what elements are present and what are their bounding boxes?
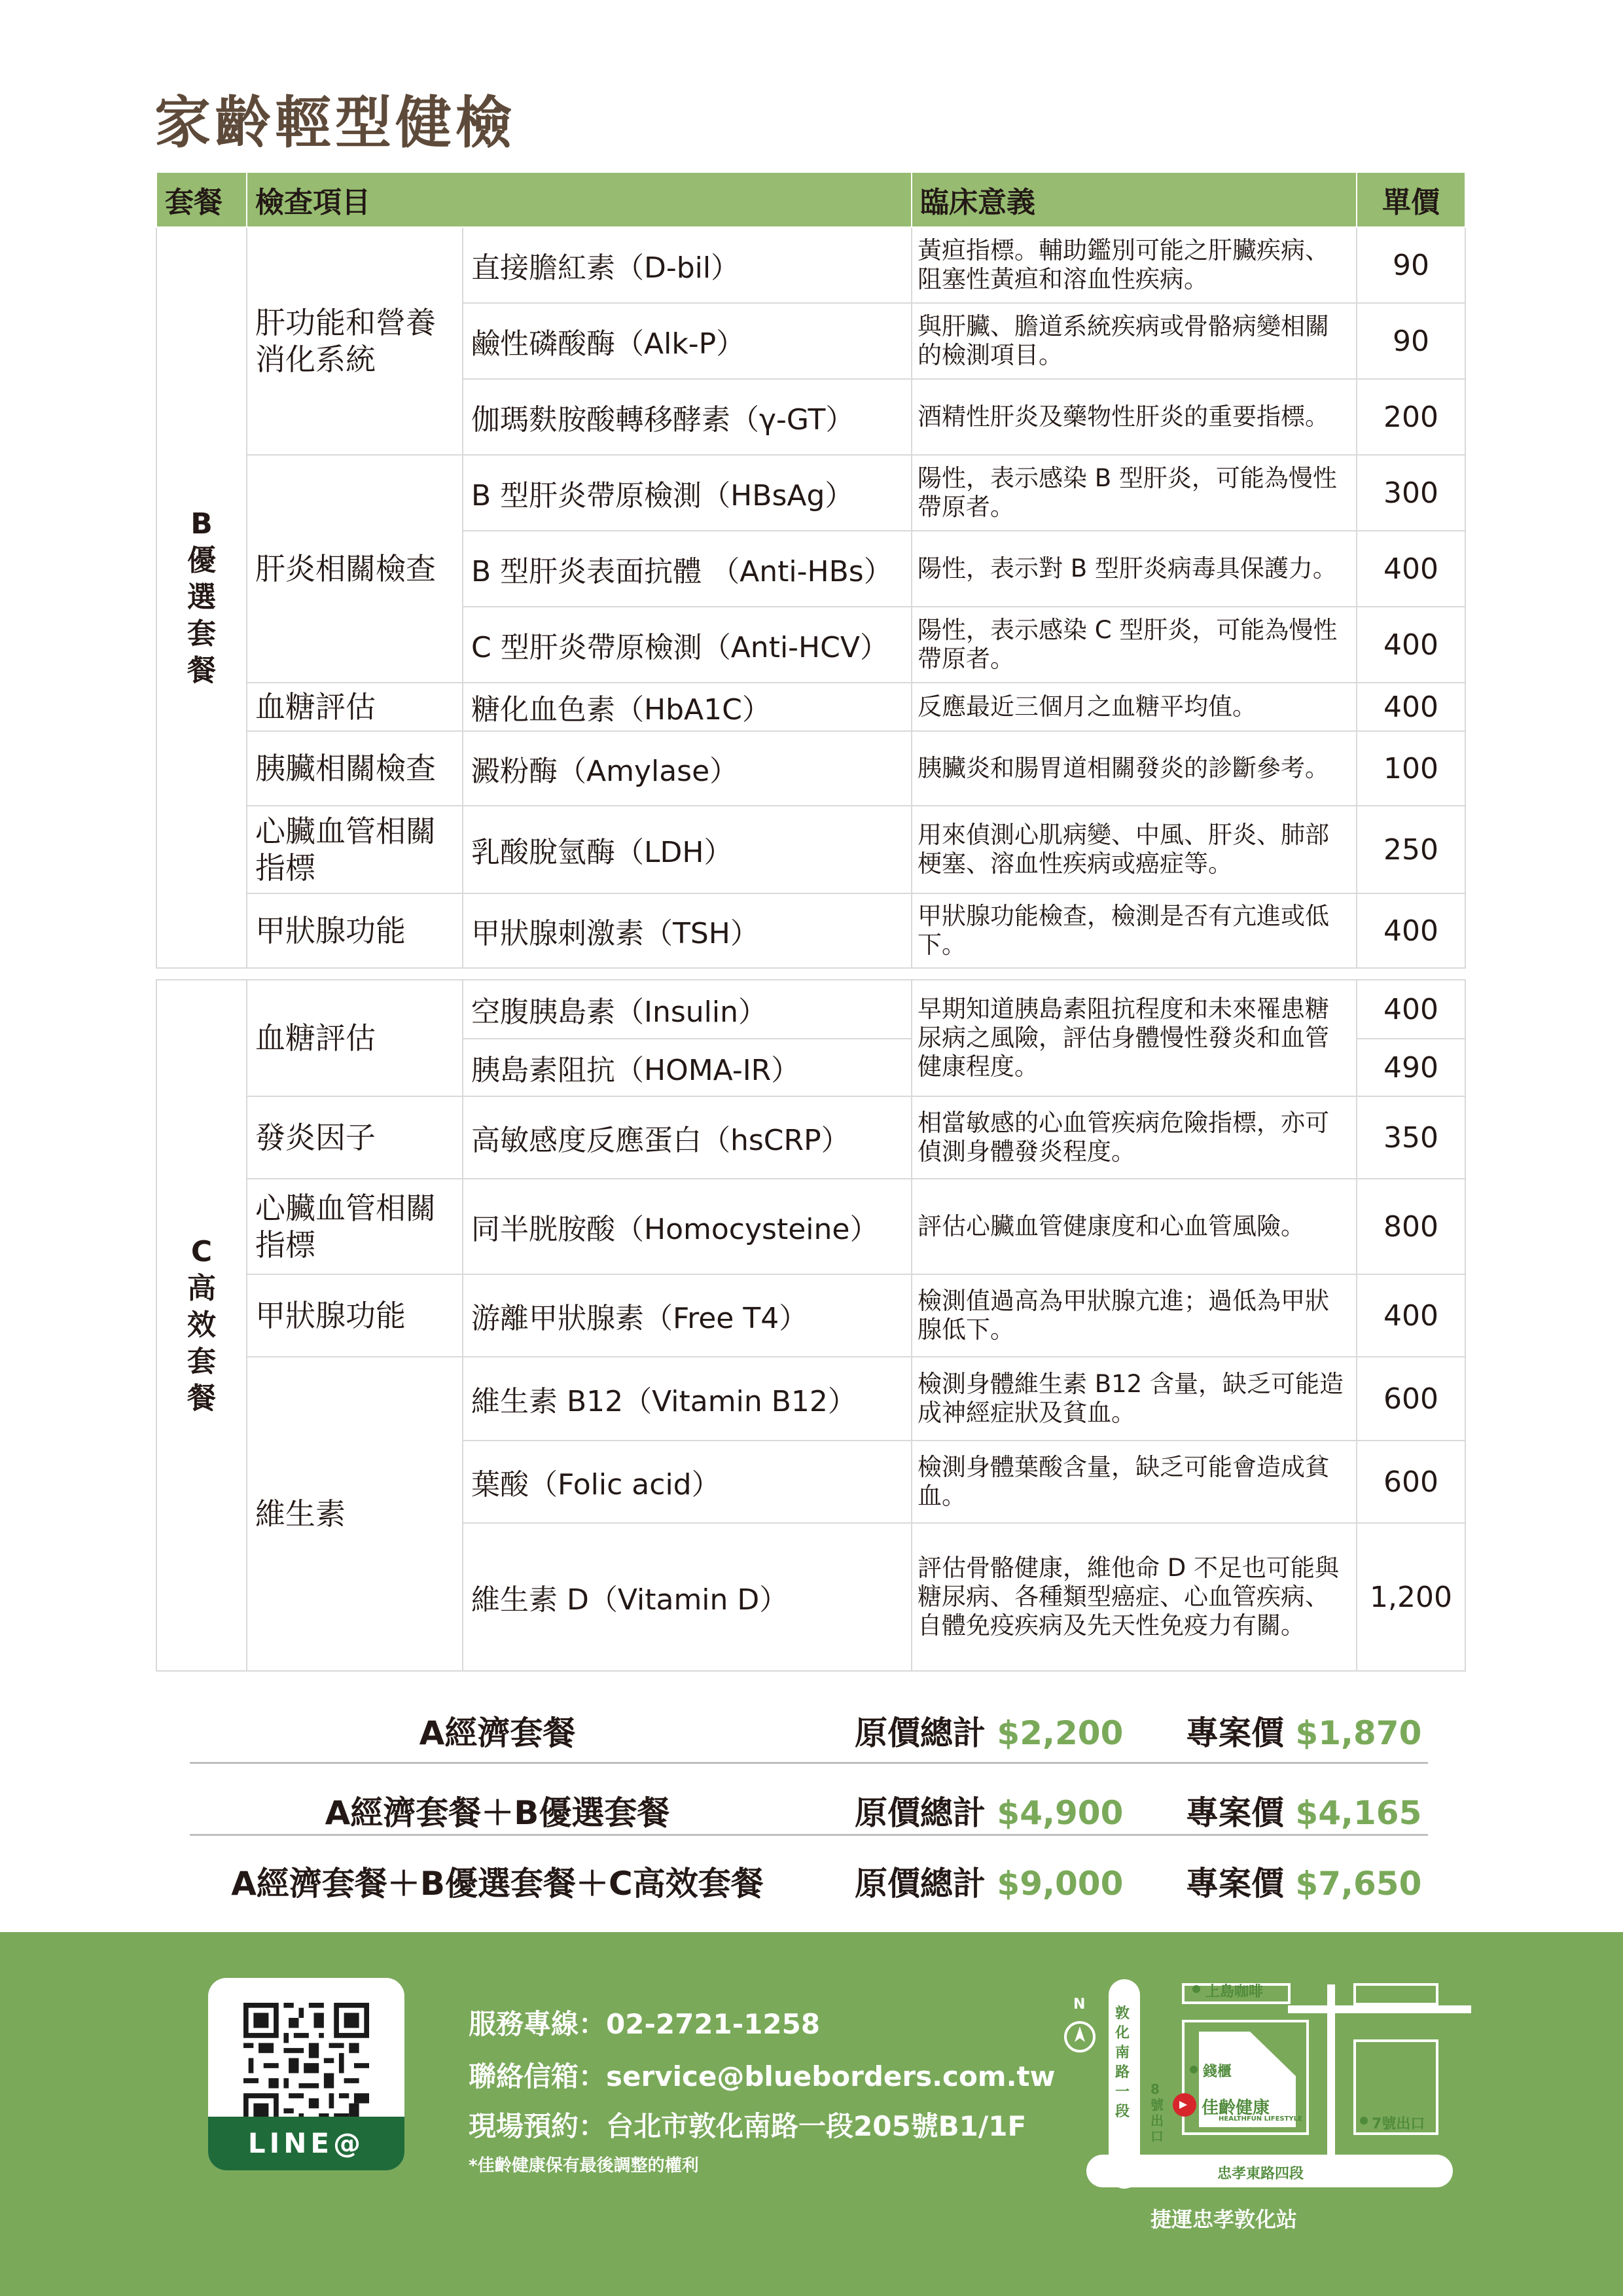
- special-price: [1186, 1707, 1421, 1754]
- package-char: 選: [187, 581, 216, 614]
- header-price: 單價: [1357, 172, 1465, 227]
- category-cell: 肝功能和營養消化系統: [247, 227, 463, 455]
- meaning-cell: 反應最近三個月之血糖平均值。: [912, 683, 1357, 731]
- table-row: [156, 731, 1465, 806]
- meaning-cell: 酒精性肝炎及藥物性肝炎的重要指標。: [912, 379, 1357, 455]
- meaning-cell: 陽性，表示對 B 型肝炎病毒具保護力。: [912, 531, 1357, 607]
- table-row: [156, 1096, 1465, 1179]
- price-cell: 600: [1357, 1357, 1465, 1441]
- special-price: [1186, 1787, 1421, 1834]
- email-line[interactable]: 聯絡信箱：service@blueborders.com.tw: [469, 2060, 1056, 2092]
- category-cell: 心臟血管相關指標: [247, 806, 463, 893]
- package-char: 餐: [187, 1382, 216, 1415]
- table-row: [156, 683, 1465, 731]
- table-row: [156, 893, 1465, 968]
- map-brand-sub: HEALTHFUN LIFESTYLE: [1219, 2115, 1302, 2123]
- meaning-cell: 甲狀腺功能檢查，檢測是否有亢進或低下。: [912, 893, 1357, 968]
- price-cell: 200: [1357, 379, 1465, 455]
- special-price: [1186, 1857, 1421, 1905]
- summary-row: [190, 1839, 1428, 1910]
- package-letter: C: [190, 1235, 213, 1268]
- category-cell: 甲狀腺功能: [247, 893, 463, 968]
- item-cell: 乳酸脫氫酶（LDH）: [463, 806, 912, 893]
- item-cell: 澱粉酶（Amylase）: [463, 731, 912, 806]
- meaning-cell: 陽性，表示感染 B 型肝炎，可能為慢性帶原者。: [912, 455, 1357, 531]
- item-cell: 葉酸（Folic acid）: [463, 1441, 912, 1523]
- price-cell: 250: [1357, 806, 1465, 893]
- price-cell: 600: [1357, 1441, 1465, 1523]
- meaning-cell: 與肝臟、膽道系統疾病或骨骼病變相關的檢測項目。: [912, 303, 1357, 379]
- original-price-value: $4,900: [997, 1794, 1124, 1832]
- package-letter: B: [190, 507, 213, 541]
- map-road-horizontal: 忠孝東路四段: [1217, 2166, 1304, 2182]
- summary-row: [190, 1768, 1428, 1839]
- price-cell: 400: [1357, 531, 1465, 607]
- package-c-table: [156, 979, 1466, 1672]
- price-cell: 400: [1357, 607, 1465, 683]
- special-price-value: $1,870: [1295, 1714, 1422, 1752]
- price-cell: 100: [1357, 731, 1465, 806]
- category-cell: 血糖評估: [247, 980, 463, 1096]
- price-cell: 400: [1357, 1274, 1465, 1357]
- item-cell: 胰島素阻抗（HOMA-IR）: [463, 1039, 912, 1096]
- header-item: 檢查項目: [247, 172, 912, 227]
- header-meaning: 臨床意義: [912, 172, 1357, 227]
- location-map: [1047, 1965, 1479, 2272]
- special-price-label: 專案價: [1186, 1794, 1284, 1832]
- map-cafe: 上島咖啡: [1205, 1984, 1264, 2000]
- original-price-label: 原價總計: [855, 1794, 986, 1832]
- category-cell: 心臟血管相關指標: [247, 1179, 463, 1274]
- summary-package-name: A經濟套餐＋B優選套餐: [325, 1794, 670, 1832]
- page-title: 家齡輕型健檢: [154, 90, 516, 156]
- meaning-cell: 陽性，表示感染 C 型肝炎，可能為慢性帶原者。: [912, 607, 1357, 683]
- price-cell: 300: [1357, 455, 1465, 531]
- meaning-cell: 檢測值過高為甲狀腺亢進；過低為甲狀腺低下。: [912, 1274, 1357, 1357]
- item-cell: B 型肝炎表面抗體 （Anti-HBs）: [463, 531, 912, 607]
- item-cell: 游離甲狀腺素（Free T4）: [463, 1274, 912, 1357]
- table-row: [156, 806, 1465, 893]
- special-price-label: 專案價: [1186, 1714, 1284, 1752]
- category-cell: 發炎因子: [247, 1096, 463, 1179]
- package-char: 優: [187, 544, 216, 577]
- meaning-cell: 評估心臟血管健康度和心血管風險。: [912, 1179, 1357, 1274]
- meaning-cell: 早期知道胰島素阻抗程度和未來罹患糖尿病之風險，評估身體慢性發炎和血管健康程度。: [912, 980, 1357, 1096]
- meaning-cell: 檢測身體葉酸含量，缺乏可能會造成貧血。: [912, 1441, 1357, 1523]
- table-row: [156, 1357, 1465, 1441]
- meaning-cell: 用來偵測心肌病變、中風、肝炎、肺部梗塞、溶血性疾病或癌症等。: [912, 806, 1357, 893]
- meaning-cell: 評估骨骼健康，維他命 D 不足也可能與糖尿病、各種類型癌症、心血管疾病、自體免疫疾病及先天性免疫力有關。: [912, 1523, 1357, 1671]
- category-cell: 肝炎相關檢查: [247, 455, 463, 683]
- footer: [0, 1932, 1623, 2296]
- item-cell: 甲狀腺刺激素（TSH）: [463, 893, 912, 968]
- item-cell: 同半胱胺酸（Homocysteine）: [463, 1179, 912, 1274]
- map-money: 錢櫃: [1203, 2064, 1232, 2080]
- item-cell: 直接膽紅素（D-bil）: [463, 227, 912, 303]
- summary-package-name: A經濟套餐: [419, 1714, 576, 1752]
- price-cell: 400: [1357, 980, 1465, 1039]
- map-brand: 佳齡健康: [1202, 2098, 1270, 2118]
- price-cell: 90: [1357, 303, 1465, 379]
- item-cell: 鹼性磷酸酶（Alk-P）: [463, 303, 912, 379]
- package-b-table: [156, 171, 1466, 969]
- original-price: [855, 1787, 1123, 1834]
- package-char: 套: [187, 617, 216, 651]
- map-exit-8: 8號出口: [1150, 2081, 1164, 2144]
- meaning-cell: 檢測身體維生素 B12 含量，缺乏可能造成神經症狀及貧血。: [912, 1357, 1357, 1441]
- table-row: [156, 1274, 1465, 1357]
- original-price-value: $2,200: [997, 1714, 1124, 1752]
- meaning-cell: 黃疸指標。輔助鑑別可能之肝臟疾病、阻塞性黃疸和溶血性疾病。: [912, 227, 1357, 303]
- phone-line[interactable]: 服務專線：02-2721-1258: [469, 2008, 821, 2040]
- item-cell: 伽瑪麩胺酸轉移酵素（γ-GT）: [463, 379, 912, 455]
- price-cell: 1,200: [1357, 1523, 1465, 1671]
- category-cell: 胰臟相關檢查: [247, 731, 463, 806]
- package-char: 套: [187, 1345, 216, 1378]
- summary-package-name: A經濟套餐＋B優選套餐＋C高效套餐: [231, 1865, 764, 1903]
- item-cell: 維生素 B12（Vitamin B12）: [463, 1357, 912, 1441]
- item-cell: 糖化血色素（HbA1C）: [463, 683, 912, 731]
- price-cell: 400: [1357, 683, 1465, 731]
- price-cell: 350: [1357, 1096, 1465, 1179]
- price-cell: 90: [1357, 227, 1465, 303]
- header-package: 套餐: [156, 172, 247, 227]
- price-cell: 800: [1357, 1179, 1465, 1274]
- item-cell: 高敏感度反應蛋白（hsCRP）: [463, 1096, 912, 1179]
- special-price-label: 專案價: [1186, 1865, 1284, 1903]
- item-cell: B 型肝炎帶原檢測（HBsAg）: [463, 455, 912, 531]
- category-cell: 維生素: [247, 1357, 463, 1671]
- address-line: 現場預約：台北市敦化南路一段205號B1/1F: [469, 2110, 1027, 2142]
- package-b-label: [156, 227, 247, 968]
- map-station: 捷運忠孝敦化站: [1150, 2207, 1298, 2232]
- meaning-cell: 相當敏感的心血管疾病危險指標，亦可偵測身體發炎程度。: [912, 1096, 1357, 1179]
- divider: [190, 1834, 1428, 1836]
- terms-note: *佳齡健康保有最後調整的權利: [469, 2156, 699, 2176]
- map-road-vertical: 敦化南路一段: [1115, 2005, 1130, 2120]
- original-price-label: 原價總計: [855, 1714, 986, 1752]
- package-char: 高: [187, 1272, 216, 1305]
- special-price-value: $4,165: [1295, 1794, 1422, 1832]
- table-header: [156, 172, 1465, 227]
- package-c-label: [156, 980, 247, 1671]
- category-cell: 甲狀腺功能: [247, 1274, 463, 1357]
- north-label: N: [1073, 1996, 1086, 2013]
- package-char: 餐: [187, 654, 216, 687]
- table-row: [156, 1179, 1465, 1274]
- table-row: [156, 227, 1465, 303]
- divider: [190, 1762, 1428, 1764]
- meaning-cell: 胰臟炎和腸胃道相關發炎的診斷參考。: [912, 731, 1357, 806]
- summary-row: [190, 1689, 1428, 1759]
- map-exit-7: 7號出口: [1372, 2116, 1425, 2132]
- item-cell: 空腹胰島素（Insulin）: [463, 980, 912, 1039]
- original-price-value: $9,000: [997, 1865, 1124, 1903]
- original-price-label: 原價總計: [855, 1865, 986, 1903]
- item-cell: C 型肝炎帶原檢測（Anti-HCV）: [463, 607, 912, 683]
- qr-code-icon[interactable]: [243, 2003, 369, 2128]
- price-cell: 400: [1357, 893, 1465, 968]
- original-price: [855, 1707, 1123, 1754]
- price-cell: 490: [1357, 1039, 1465, 1096]
- original-price: [855, 1857, 1123, 1905]
- line-label: LINE@: [208, 2117, 404, 2170]
- special-price-value: $7,650: [1295, 1865, 1422, 1903]
- table-row: [156, 455, 1465, 531]
- table-row: [156, 980, 1465, 1039]
- package-char: 效: [187, 1308, 216, 1342]
- item-cell: 維生素 D（Vitamin D）: [463, 1523, 912, 1671]
- category-cell: 血糖評估: [247, 683, 463, 731]
- line-qr-card[interactable]: [208, 1978, 404, 2170]
